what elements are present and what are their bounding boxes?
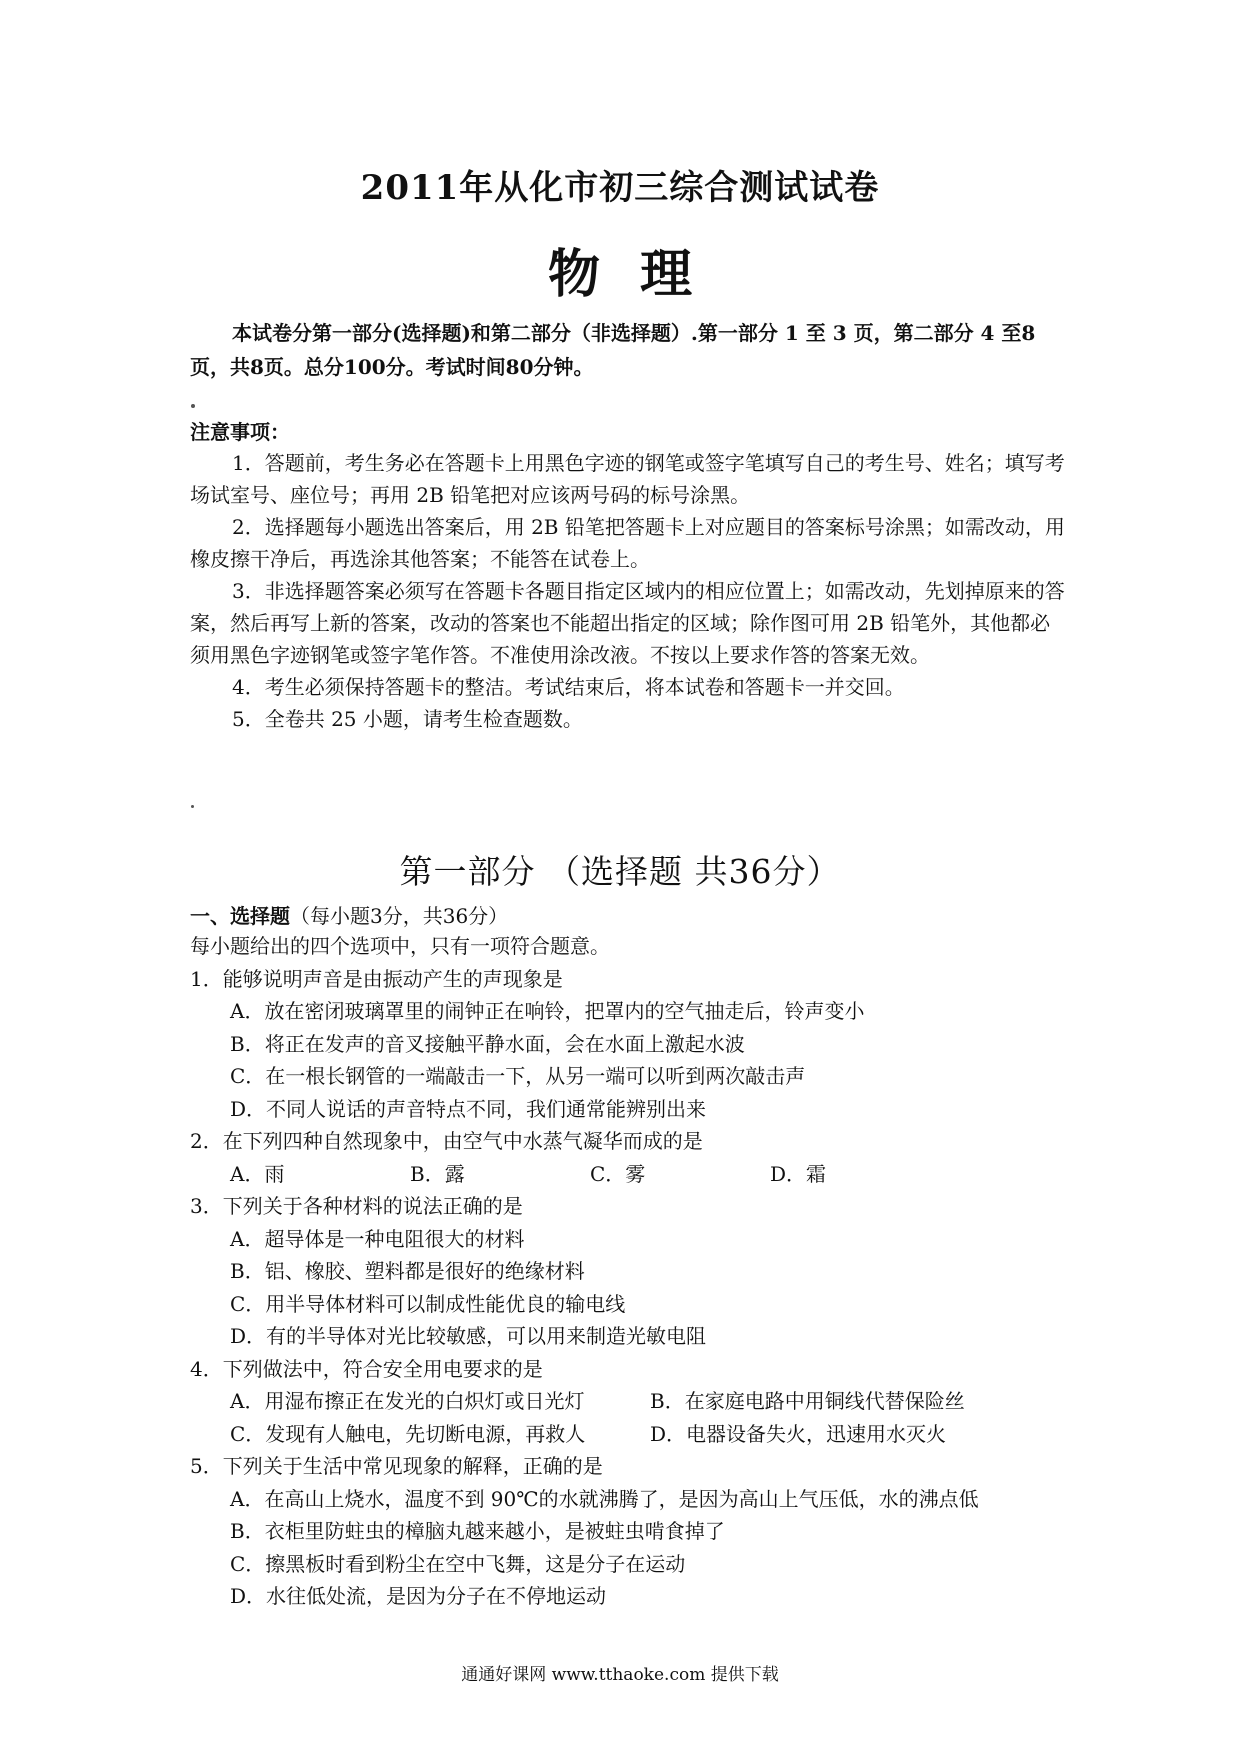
option-text: B．衣柜里防蛀虫的樟脑丸越来越小，是被蛀虫啃食掉了 xyxy=(230,1519,725,1543)
option-text: A．超导体是一种电阻很大的材料 xyxy=(230,1226,525,1251)
notes-heading: 注意事项： xyxy=(190,420,290,444)
note-item: 5．全卷共 25 小题，请考生检查题数。 xyxy=(232,707,583,731)
intro-paragraph: 本试卷分第一部分(选择题)和第二部分（非选择题）.第一部分 1 至 3 页，第二部分 4 至8页，共8页。总分100分。考试时间80分钟。 xyxy=(190,321,1036,379)
options-row xyxy=(190,1158,1070,1191)
option-text: D．水往低处流，是因为分子在不停地运动 xyxy=(230,1584,607,1608)
option-text: B．在家庭电路中用铜线代替保险丝 xyxy=(650,1389,965,1413)
exam-title: 2011年从化市初三综合测试试卷 xyxy=(360,168,880,208)
option-text: C．用半导体材料可以制成性能优良的输电线 xyxy=(230,1291,626,1316)
subject-title: 物理 xyxy=(547,244,732,305)
option-text: B．铝、橡胶、塑料都是很好的绝缘材料 xyxy=(230,1259,585,1283)
note-item: 4．考生必须保持答题卡的整洁。考试结束后，将本试卷和答题卡一并交回。 xyxy=(232,675,905,699)
mc-heading xyxy=(190,900,508,929)
scan-speck xyxy=(191,805,194,808)
note-item: 3．非选择题答案必须写在答题卡各题目指定区域内的相应位置上；如需改动，先划掉原来的答案，然后再写上新的答案，改动的答案也不能超出指定的区域；除作图可用 2B 铅笔外，其他都必须用黑色字迹钢笔或签字笔作答。不准使用涂改液。不按以上要求作答的答案无效。 xyxy=(190,579,1065,667)
option-text: C．擦黑板时看到粉尘在空中飞舞，这是分子在运动 xyxy=(230,1551,686,1576)
question-stem: 1．能够说明声音是由振动产生的声现象是 xyxy=(190,966,563,991)
option-text: B．将正在发声的音叉接触平静水面，会在水面上激起水波 xyxy=(230,1031,745,1056)
option-text: A．放在密闭玻璃罩里的闹钟正在响铃，把罩内的空气抽走后，铃声变小 xyxy=(230,999,865,1023)
option-text: D．不同人说话的声音特点不同，我们通常能辨别出来 xyxy=(230,1096,707,1121)
option-text: C．雾 xyxy=(590,1161,646,1186)
questions-area xyxy=(190,930,1070,1613)
mc-detail: （每小题3分，共36分） xyxy=(290,904,509,928)
question-stem: 4．下列做法中，符合安全用电要求的是 xyxy=(190,1356,543,1381)
option-text: A．在高山上烧水，温度不到 90℃的水就沸腾了，是因为高山上气压低，水的沸点低 xyxy=(230,1486,979,1511)
option-text: D．电器设备失火，迅速用水灭火 xyxy=(650,1421,947,1446)
question-stem: 3．下列关于各种材料的说法正确的是 xyxy=(190,1194,523,1218)
option-text: C．在一根长钢管的一端敲击一下，从另一端可以听到两次敲击声 xyxy=(230,1064,806,1088)
scan-speck xyxy=(191,404,195,408)
question-stem: 5．下列关于生活中常见现象的解释，正确的是 xyxy=(190,1454,603,1478)
option-text: D．有的半导体对光比较敏感，可以用来制造光敏电阻 xyxy=(230,1324,707,1348)
option-text: C．发现有人触电，先切断电源，再救人 xyxy=(230,1421,586,1446)
option-text: D．霜 xyxy=(770,1161,827,1186)
note-item: 2．选择题每小题选出答案后，用 2B 铅笔把答题卡上对应题目的答案标号涂黑；如需改动，用橡皮擦干净后，再选涂其他答案；不能答在试卷上。 xyxy=(190,515,1065,571)
options-row xyxy=(190,1418,1070,1451)
mc-label: 一、选择题 xyxy=(190,904,290,928)
options-row xyxy=(190,1385,1070,1418)
note-item: 1．答题前，考生务必在答题卡上用黑色字迹的钢笔或签字笔填写自己的考生号、姓名；填写考场试室号、座位号；再用 2B 铅笔把对应该两号码的标号涂黑。 xyxy=(190,451,1065,507)
option-text: A．用湿布擦正在发光的白炽灯或日光灯 xyxy=(230,1389,585,1413)
footer-text: 通通好课网 www.tthaoke.com 提供下载 xyxy=(461,1665,779,1685)
option-text: A．雨 xyxy=(230,1161,285,1186)
instruction-text: 每小题给出的四个选项中，只有一项符合题意。 xyxy=(190,934,610,958)
notes-list xyxy=(190,447,1065,735)
option-text: B．露 xyxy=(410,1161,465,1186)
question-stem: 2．在下列四种自然现象中，由空气中水蒸气凝华而成的是 xyxy=(190,1129,703,1153)
section-title: 第一部分 （选择题 共36分） xyxy=(399,852,841,891)
